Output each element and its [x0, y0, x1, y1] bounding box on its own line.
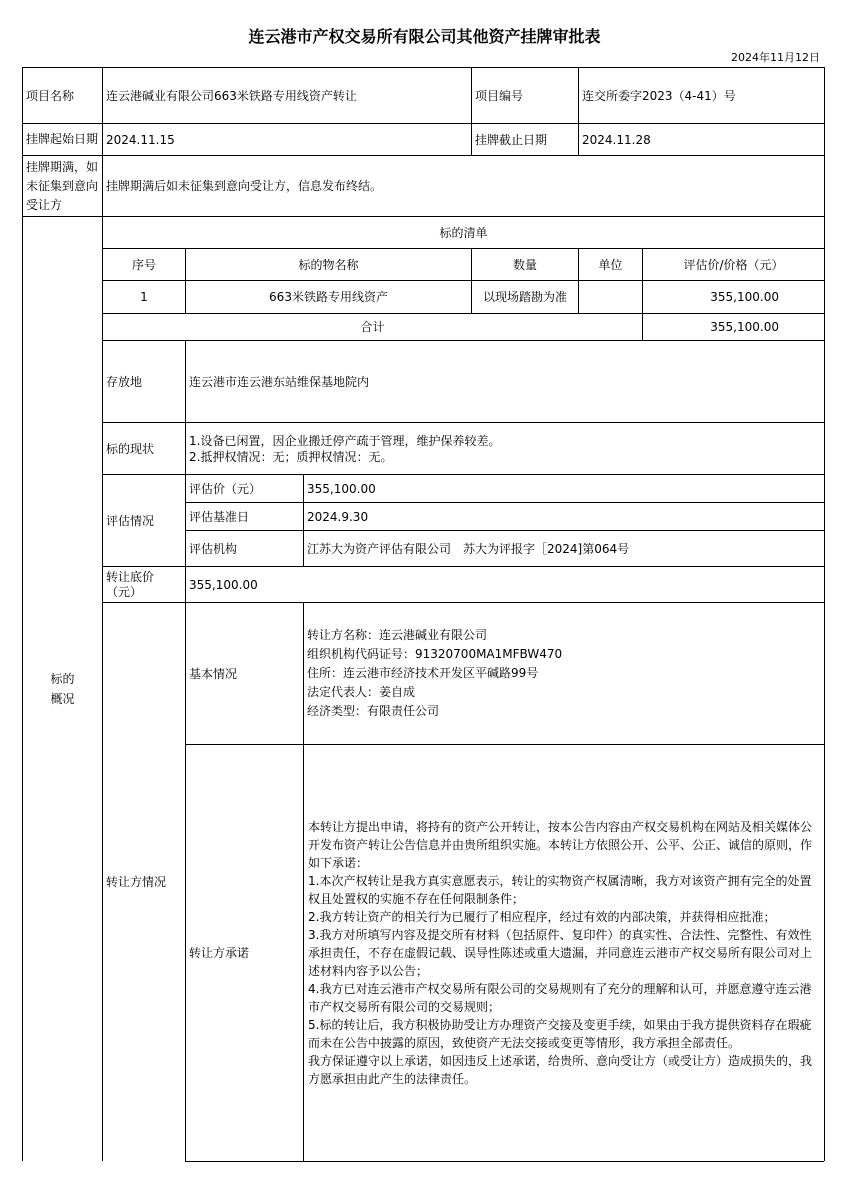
row-unit	[579, 281, 642, 313]
listing-end-value: 2024.11.28	[582, 132, 651, 147]
economic-type: 经济类型：有限责任公司	[307, 704, 440, 718]
form-date: 2024年11月12日	[731, 51, 820, 64]
row-no: 1	[140, 290, 148, 304]
address: 住所：连云港市经济技术开发区平碱路99号	[307, 666, 539, 680]
row-price: 355,100.00	[710, 290, 779, 304]
row-name: 663米铁路专用线资产	[269, 290, 388, 304]
reserve-value: 355,100.00	[189, 577, 258, 592]
expiry-value: 挂牌期满后如未征集到意向受让方，信息发布终结。	[106, 179, 383, 193]
project-code-label: 项目编号	[475, 88, 524, 103]
evaluation-label: 评估情况	[106, 513, 155, 528]
total-label: 合计	[360, 320, 385, 334]
column-header-price: 评估价/价格（元）	[683, 257, 784, 272]
column-header-name: 标的物名称	[298, 257, 359, 272]
evaluation-agency-label: 评估机构	[189, 541, 238, 556]
evaluation-price-label: 评估价（元）	[189, 481, 262, 496]
row-qty: 以现场踏勘为准	[482, 290, 567, 304]
transferor-label: 转让方情况	[106, 875, 167, 889]
items-header: 标的清单	[439, 225, 488, 240]
evaluation-date-value: 2024.9.30	[307, 509, 369, 524]
storage-label: 存放地	[106, 374, 143, 389]
reserve-label: 转让底价（元）	[106, 569, 155, 599]
column-header-qty: 数量	[512, 257, 537, 272]
page-title: 连云港市产权交易所有限公司其他资产挂牌审批表	[248, 27, 601, 46]
overview-label: 标的 概况	[50, 672, 75, 706]
evaluation-date-label: 评估基准日	[189, 509, 250, 524]
status-label: 标的现状	[106, 441, 155, 456]
total-value: 355,100.00	[710, 320, 779, 334]
transferor-name: 转让方名称：连云港碱业有限公司	[307, 628, 488, 642]
listing-start-label: 挂牌起始日期	[26, 132, 99, 146]
column-header-unit: 单位	[598, 257, 623, 272]
status-value: 1.设备已闲置，因企业搬迁停产疏于管理，维护保养较差。 2.抵押权情况：无；质押权情况：无。	[189, 433, 501, 464]
evaluation-agency-value: 江苏大为资产评估有限公司 苏大为评报字［2024]第064号	[307, 541, 630, 556]
project-name-label: 项目名称	[26, 88, 75, 103]
column-header-no: 序号	[131, 257, 156, 272]
project-name-value: 连云港碱业有限公司663米铁路专用线资产转让	[106, 88, 357, 103]
basic-info-value	[304, 603, 824, 744]
legal-representative: 法定代表人：姜自成	[307, 685, 416, 699]
listing-end-label: 挂牌截止日期	[475, 132, 548, 147]
basic-info-label: 基本情况	[189, 666, 238, 681]
listing-start-value: 2024.11.15	[106, 132, 175, 147]
storage-value: 连云港市连云港东站维保基地院内	[189, 374, 370, 389]
evaluation-price-value: 355,100.00	[307, 481, 376, 496]
project-code-value: 连交所委字2023（4-41）号	[582, 88, 736, 103]
expiry-label: 挂牌期满，如未征集到意向受让方	[26, 159, 99, 212]
commitment-label: 转让方承诺	[189, 946, 250, 960]
commitment-text: 本转让方提出申请，将持有的资产公开转让，按本公告内容由产权交易机构在网站及相关媒体公开发布资产转让公告信息并由贵所组织实施。本转让方依照公开、公平、公正、诚信的原则，作如下承诺： 1.本次产权转让是我方真实意愿表示，转让的实物资产权属清晰，我方对该资产拥有完全的处置权且处置权的实施不存在任何限制条件； 2.我方转让资产的相关行为已履行了相应程序，经过有效的内部决策，并获得相应批准； 3.我方对所填写内容及提交所有材料（包括原件、复印件）的真实性、合法性、完整性、有效性承担责任，不存在虚假记载、误导性陈述或重大遗漏，并同意连云港市产权交易所有限公司对上述材料内容予以公告； 4.我方已对连云港市产权交易所有限公司的交易规则有了充分的理解和认可，并愿意遵守连云港市产权交易所有限公司的交易规则； 5.标的转让后，我方积极协助受让方办理资产交接及变更手续，如果由于我方提供资料存在瑕疵而未在公告中披露的原因，致使资产无法交接或变更等情形，我方承担全部责任。 我方保证遵守以上承诺，如因违反上述承诺，给贵所、意向受让方（或受让方）造成损失的，我方愿承担由此产生的法律责任。	[308, 820, 813, 1086]
org-code: 组织机构代码证号：91320700MA1MFBW470	[307, 647, 563, 661]
